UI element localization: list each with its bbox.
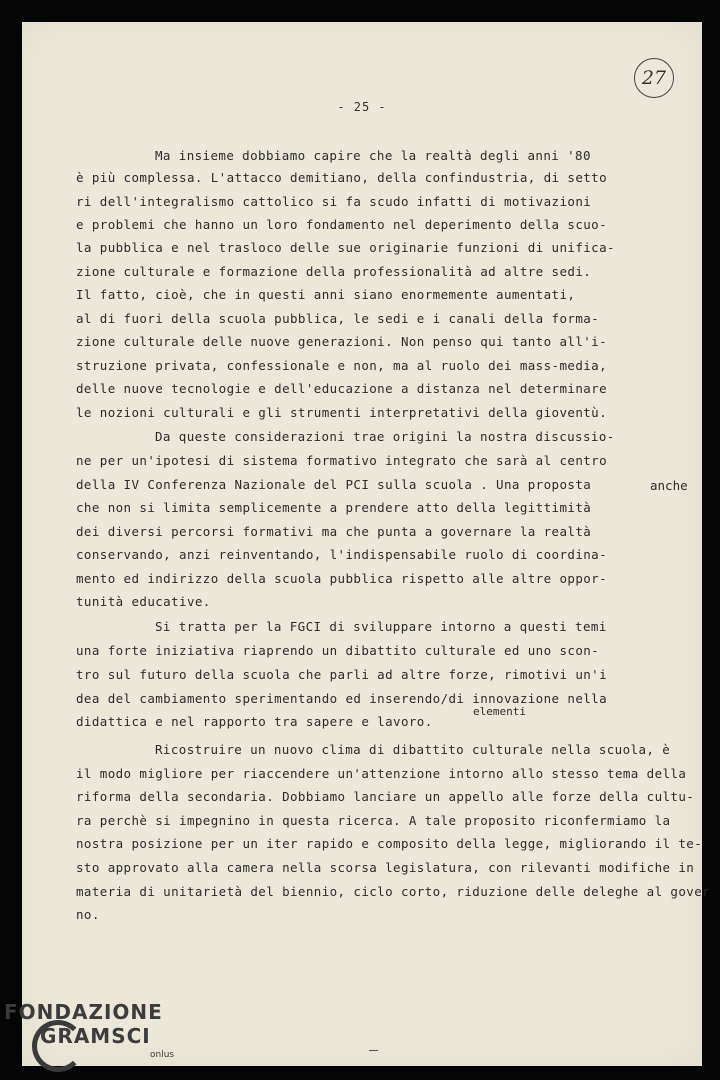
text-line: Il fatto, cioè, che in questi anni siano enormemente aumentati, [76,287,576,302]
text-line: conservando, anzi reinventando, l'indispensabile ruolo di coordina- [76,547,608,562]
text-line: ne per un'ipotesi di sistema formativo integrato che sarà al centro [76,453,608,468]
margin-note: anche [650,478,688,493]
text-line: ra perchè si impegnino in questa ricerca. A tale proposito riconfermiamo la [76,813,671,828]
text-line: della IV Conferenza Nazionale del PCI sulla scuola . Una proposta [76,477,592,492]
text-line: al di fuori della scuola pubblica, le sedi e i canali della forma- [76,311,600,326]
text-line: struzione privata, confessionale e non, ma al ruolo dei mass-media, [76,358,608,373]
text-line: tro sul futuro della scuola che parli ad altre forze, rimotivi un'i [76,667,608,682]
text-line: è più complessa. L'attacco demitiano, della confindustria, di setto [76,170,608,185]
text-line: no. [76,907,100,922]
text-line: tunità educative. [76,594,211,609]
page-number: - 25 - [337,100,387,114]
text-line: che non si limita semplicemente a prendere atto della legittimità [76,500,592,515]
text-line: Si tratta per la FGCI di sviluppare intorno a questi temi [155,619,607,634]
inserted-word: elementi [473,705,526,718]
watermark-line3: onlus [150,1050,175,1060]
text-line: Da queste considerazioni trae origini la nostra discussio- [155,429,615,444]
text-line: delle nuove tecnologie e dell'educazione a distanza nel determinare [76,381,608,396]
text-line: Ma insieme dobbiamo capire che la realtà degli anni '80 [155,148,591,163]
text-line: didattica e nel rapporto tra sapere e lavoro. [76,714,433,729]
document-page [22,22,711,1066]
text-line: dea del cambiamento sperimentando ed inserendo/di innovazione nella [76,691,608,706]
text-line: una forte iniziativa riaprendo un dibattito culturale ed uno scon- [76,643,600,658]
text-line: zione culturale delle nuove generazioni. Non penso qui tanto all'i- [76,334,608,349]
watermark-line1: FONDAZIONE [4,1000,163,1024]
text-line: materia di unitarietà del biennio, ciclo corto, riduzione delle deleghe al gover [76,884,711,899]
text-line: ri dell'integralismo cattolico si fa scudo infatti di motivazioni [76,194,592,209]
text-line: zione culturale e formazione della professionalità ad altre sedi. [76,264,592,279]
archive-page-number: 27 [634,58,674,98]
text-line: sto approvato alla camera nella scorsa legislatura, con rilevanti modifiche in [76,860,695,875]
text-line: le nozioni culturali e gli strumenti interpretativi della gioventù. [76,405,608,420]
text-line: dei diversi percorsi formativi ma che punta a governare la realtà [76,524,592,539]
text-line: mento ed indirizzo della scuola pubblica rispetto alle altre oppor- [76,571,608,586]
text-line: e problemi che hanno un loro fondamento nel deperimento della scuo- [76,217,608,232]
text-line: riforma della secondaria. Dobbiamo lanciare un appello alle forze della cultu- [76,789,695,804]
watermark-line2: GRAMSCI [40,1024,151,1048]
text-line: il modo migliore per riaccendere un'attenzione intorno allo stesso tema della [76,766,687,781]
text-line: Ricostruire un nuovo clima di dibattito culturale nella scuola, è [155,742,671,757]
text-line: la pubblica e nel trasloco delle sue originarie funzioni di unifica- [76,240,615,255]
text-line: nostra posizione per un iter rapido e composito della legge, migliorando il te- [76,836,703,851]
bottom-dash [369,1050,378,1051]
